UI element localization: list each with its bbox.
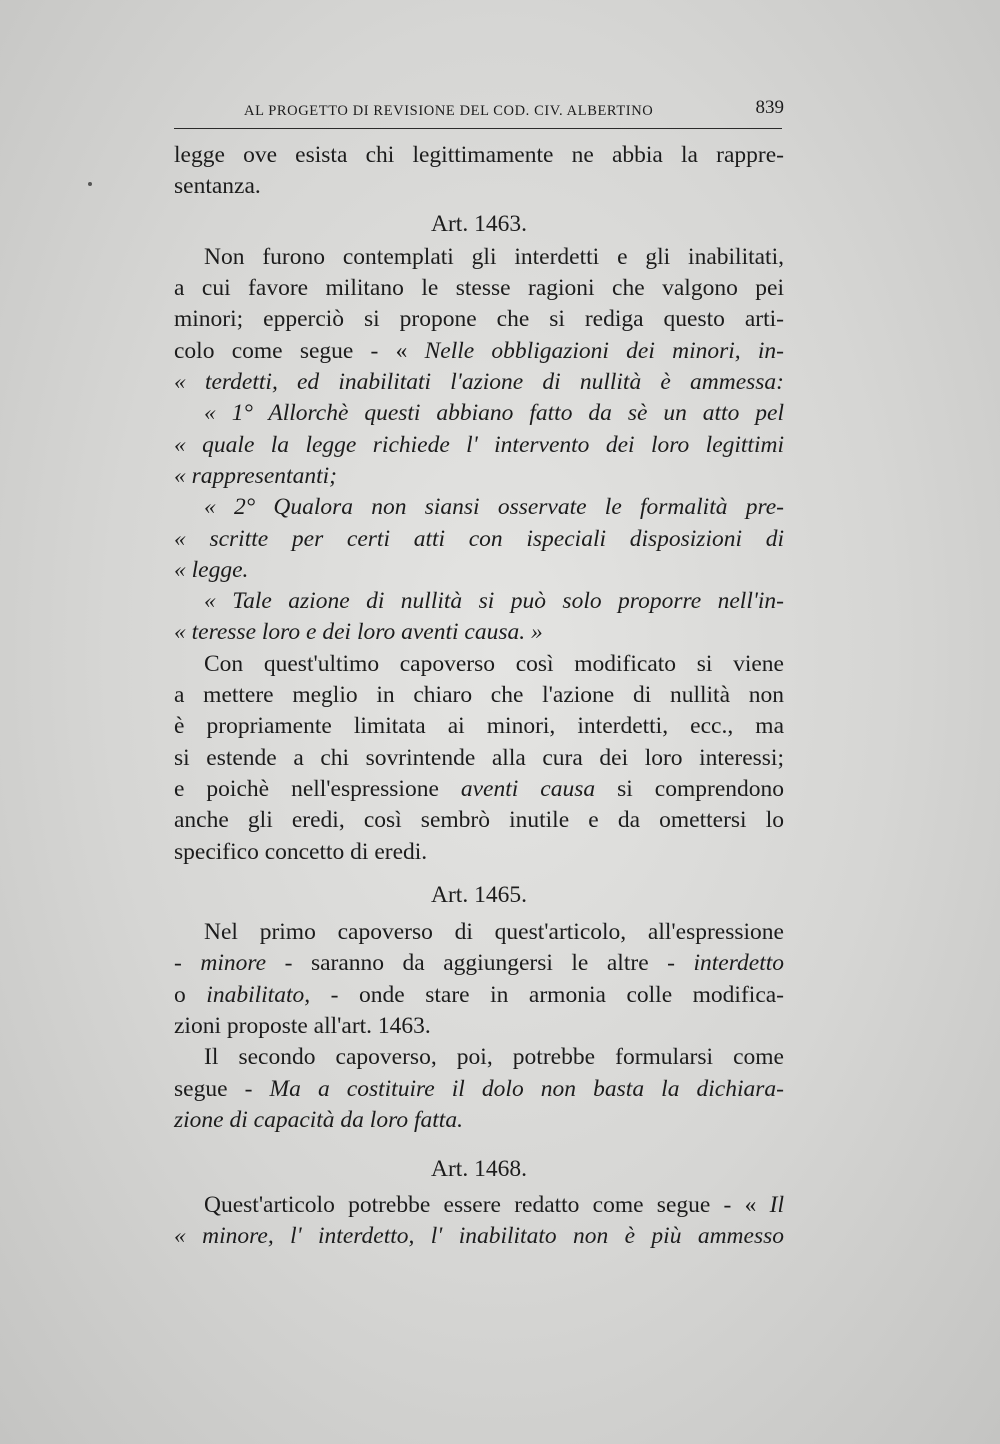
text-run: colo come segue - « (174, 337, 425, 364)
text-run: - (174, 950, 201, 977)
text-line: a mettere meglio in chiaro che l'azione di nullità non (174, 682, 784, 709)
text-line: Nel primo capoverso di quest'articolo, all'espressione (204, 919, 784, 946)
text-run: o (174, 981, 207, 1008)
italic-text-run: Il (769, 1191, 784, 1218)
italic-text-run: aventi causa (460, 775, 596, 802)
text-run: Quest'articolo potrebbe essere redatto come segue - « (204, 1191, 770, 1218)
text-line: minori; epperciò si propone che si rediga questo arti- (174, 306, 784, 333)
text-line (174, 980, 784, 1011)
page-body (174, 140, 784, 1252)
text-line: Non furono contemplati gli interdetti e gli inabilitati, (204, 243, 784, 270)
quote-line: « legge. (174, 556, 249, 583)
italic-text-run: minore (200, 950, 267, 977)
quote-line: « quale la legge richiede l' intervento dei loro legittimi (174, 431, 784, 458)
text-line: specifico concetto di eredi. (174, 838, 428, 865)
article-heading-1463: Art. 1463. (431, 210, 527, 237)
text-run: e poichè nell'espressione (174, 775, 461, 802)
quote-line: « 2° Qualora non siansi osservate le formalità pre- (204, 494, 784, 521)
italic-text-run: inabilitato, (206, 981, 311, 1008)
italic-text-run: interdetto (693, 950, 785, 977)
text-line (174, 1190, 784, 1221)
italic-text-run: Nelle obbligazioni dei minori, in- (424, 337, 785, 364)
running-title: AL PROGETTO DI REVISIONE DEL COD. CIV. ALBERTINO (244, 103, 654, 119)
text-line: zione di capacità da loro fatta. (174, 1106, 463, 1133)
page-header (174, 97, 784, 129)
text-line: zioni proposte all'art. 1463. (174, 1013, 431, 1040)
quote-line: « rappresentanti; (174, 462, 337, 489)
text-line: legge ove esista chi legittimamente ne abbia la rappre- (174, 142, 784, 168)
text-line: anche gli eredi, così sembrò inutile e da omettersi lo (174, 807, 784, 834)
article-heading-1468: Art. 1468. (431, 1156, 527, 1183)
text-line: è propriamente limitata ai minori, interdetti, ecc., ma (174, 713, 784, 740)
text-line: a cui favore militano le stesse ragioni che valgono pei (174, 275, 784, 302)
text-run: - onde stare in armonia colle modifica- (310, 981, 785, 1008)
text-line (174, 774, 784, 805)
quote-line: « minore, l' interdetto, l' inabilitato non è più ammesso (174, 1222, 784, 1249)
text-line: si estende a chi sovrintende alla cura dei loro interessi; (174, 744, 784, 771)
text-line: Il secondo capoverso, poi, potrebbe formularsi come (204, 1044, 784, 1071)
header-rule (174, 128, 782, 129)
article-heading-1465: Art. 1465. (431, 881, 527, 908)
quote-line: « teresse loro e dei loro aventi causa. » (174, 619, 543, 646)
italic-text-run: Ma a costituire il dolo non basta la dichiara- (269, 1075, 784, 1102)
text-line: sentanza. (174, 173, 261, 200)
paper-speck (88, 182, 92, 186)
text-run: si comprendono (595, 775, 785, 802)
page-number: 839 (755, 97, 784, 118)
text-line: Con quest'ultimo capoverso così modificato si viene (204, 650, 784, 677)
text-run: - saranno da aggiungersi le altre - (266, 950, 694, 977)
text-line (174, 1074, 784, 1105)
quote-line: « scritte per certi atti con ispeciali disposizioni di (174, 525, 784, 552)
text-line (174, 948, 784, 979)
quote-line: « 1° Allorchè questi abbiano fatto da sè un atto pel (204, 400, 784, 427)
quote-line: « Tale azione di nullità si può solo proporre nell'in- (204, 588, 784, 615)
text-line (174, 336, 784, 367)
text-run: segue - (174, 1075, 270, 1102)
quote-line: « terdetti, ed inabilitati l'azione di nullità è ammessa: (174, 369, 784, 396)
